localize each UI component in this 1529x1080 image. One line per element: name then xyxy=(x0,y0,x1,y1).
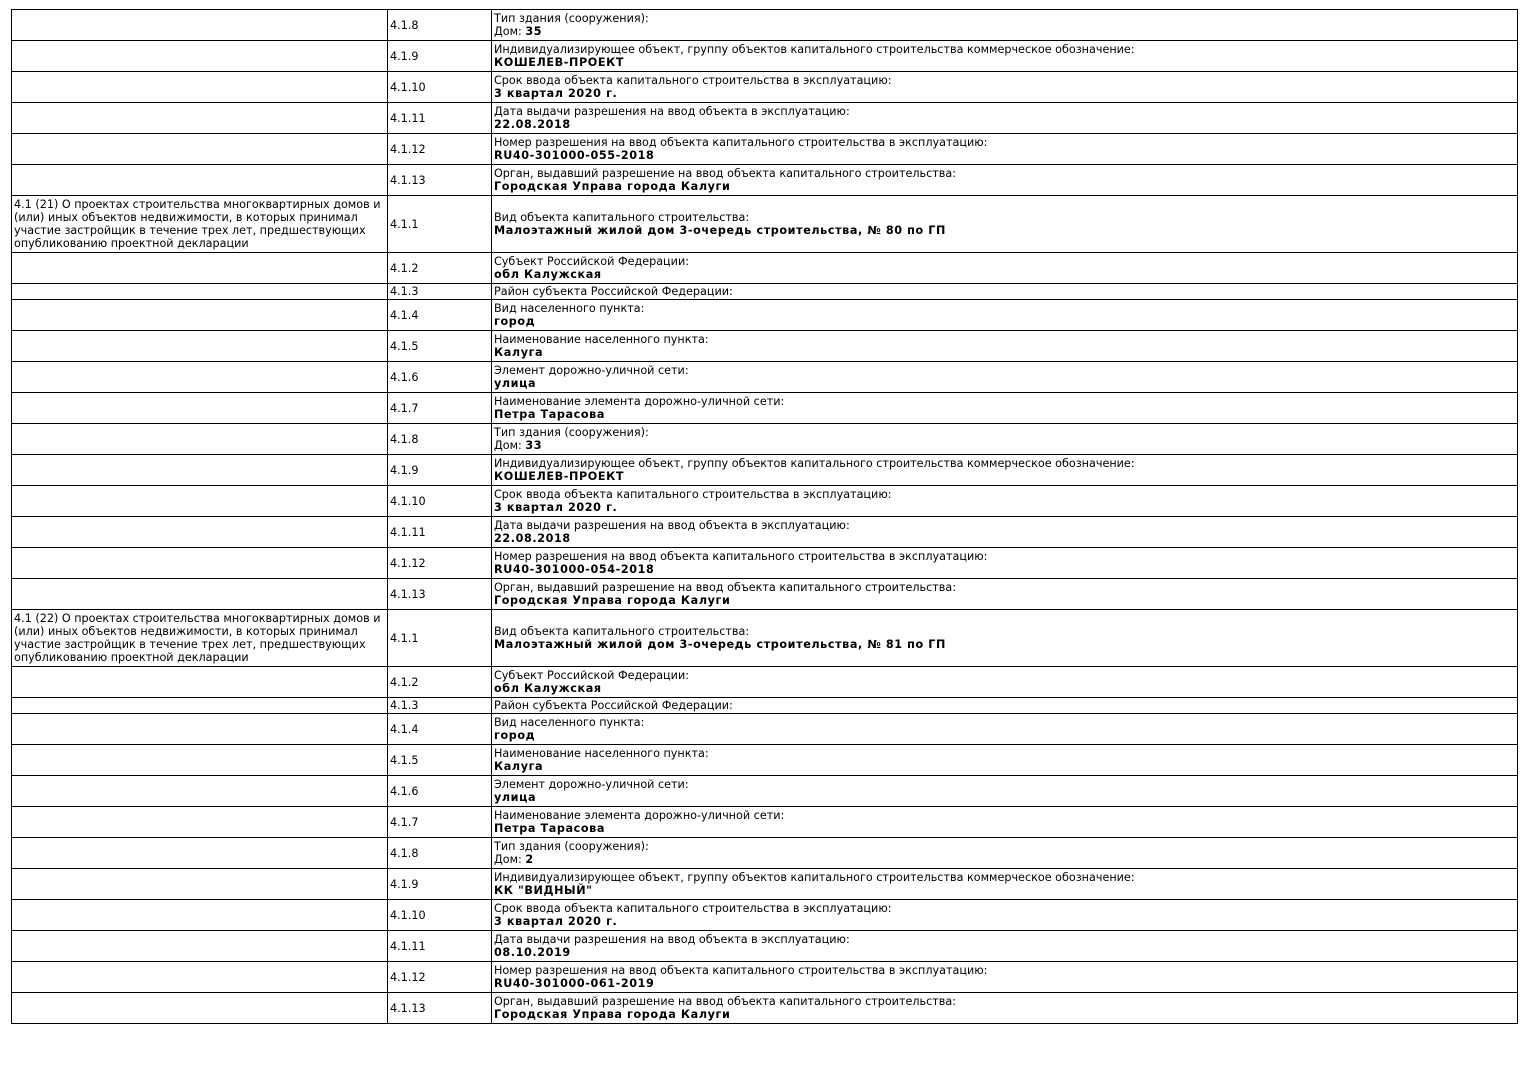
item-label: Номер разрешения на ввод объекта капитального строительства в эксплуатацию: xyxy=(494,964,988,977)
item-label: Наименование элемента дорожно-уличной сети: xyxy=(494,395,785,408)
table-row xyxy=(12,579,1518,610)
item-value: RU40-301000-055-2018 xyxy=(494,149,655,162)
item-content xyxy=(492,72,1518,103)
section-cell xyxy=(12,455,388,486)
item-value: Малоэтажный жилой дом 3-очередь строительства, № 81 по ГП xyxy=(494,638,946,651)
item-content xyxy=(492,838,1518,869)
item-number: 4.1.6 xyxy=(388,776,492,807)
item-label: Район субъекта Российской Федерации: xyxy=(494,699,733,712)
item-label: Орган, выдавший разрешение на ввод объекта капитального строительства: xyxy=(494,995,956,1008)
item-label: Вид объекта капитального строительства: xyxy=(494,211,750,224)
section-cell xyxy=(12,807,388,838)
item-label: Индивидуализирующее объект, группу объектов капитального строительства коммерческое обозначение: xyxy=(494,43,1135,56)
item-value: 22.08.2018 xyxy=(494,532,571,545)
item-value-line xyxy=(494,56,1515,69)
item-value: город xyxy=(494,729,536,742)
item-value: КОШЕЛЕВ-ПРОЕКТ xyxy=(494,56,625,69)
section-cell xyxy=(12,776,388,807)
section-cell xyxy=(12,579,388,610)
item-content xyxy=(492,134,1518,165)
item-content xyxy=(492,10,1518,41)
section-cell xyxy=(12,962,388,993)
item-content xyxy=(492,869,1518,900)
section-cell xyxy=(12,486,388,517)
table-row xyxy=(12,931,1518,962)
table-row xyxy=(12,393,1518,424)
item-value: RU40-301000-054-2018 xyxy=(494,563,655,576)
table-row xyxy=(12,698,1518,714)
item-label: Дата выдачи разрешения на ввод объекта в эксплуатацию: xyxy=(494,933,850,946)
section-cell xyxy=(12,714,388,745)
item-value-line xyxy=(494,729,1515,742)
item-value: КК "ВИДНЫЙ" xyxy=(494,884,593,897)
item-label: Вид населенного пункта: xyxy=(494,302,645,315)
table-row xyxy=(12,103,1518,134)
item-value-line xyxy=(494,439,1515,452)
item-number: 4.1.8 xyxy=(388,838,492,869)
table-row xyxy=(12,900,1518,931)
table-row xyxy=(12,667,1518,698)
section-cell xyxy=(12,548,388,579)
item-content xyxy=(492,165,1518,196)
item-label: Дата выдачи разрешения на ввод объекта в эксплуатацию: xyxy=(494,105,850,118)
item-label: Орган, выдавший разрешение на ввод объекта капитального строительства: xyxy=(494,581,956,594)
item-content xyxy=(492,993,1518,1024)
item-value-line xyxy=(494,853,1515,866)
declaration-table-body xyxy=(12,10,1518,1024)
table-row xyxy=(12,424,1518,455)
item-content xyxy=(492,579,1518,610)
table-row xyxy=(12,362,1518,393)
table-row xyxy=(12,962,1518,993)
item-value-line xyxy=(494,470,1515,483)
item-label: Вид объекта капитального строительства: xyxy=(494,625,750,638)
item-value-line xyxy=(494,594,1515,607)
section-title: 4.1 (21) О проектах строительства многоквартирных домов и (или) иных объектов недвижимости, в которых принимал участие застройщик в течение трех лет, предшествующих опубликованию проектной декларации xyxy=(14,198,381,250)
item-label: Субъект Российской Федерации: xyxy=(494,255,689,268)
item-content xyxy=(492,931,1518,962)
item-label: Наименование населенного пункта: xyxy=(494,747,709,760)
table-row xyxy=(12,253,1518,284)
item-content xyxy=(492,424,1518,455)
item-value: 3 квартал 2020 г. xyxy=(494,501,618,514)
item-label: Номер разрешения на ввод объекта капитального строительства в эксплуатацию: xyxy=(494,136,988,149)
item-label: Орган, выдавший разрешение на ввод объекта капитального строительства: xyxy=(494,167,956,180)
section-cell xyxy=(12,745,388,776)
section-cell xyxy=(12,667,388,698)
table-row xyxy=(12,993,1518,1024)
item-number: 4.1.7 xyxy=(388,807,492,838)
table-row xyxy=(12,745,1518,776)
item-value: Калуга xyxy=(494,760,544,773)
item-label: Вид населенного пункта: xyxy=(494,716,645,729)
item-content xyxy=(492,517,1518,548)
item-value: 2 xyxy=(525,853,534,866)
section-cell xyxy=(12,838,388,869)
item-value-line xyxy=(494,915,1515,928)
item-value: Городская Управа города Калуги xyxy=(494,1008,731,1021)
item-content xyxy=(492,900,1518,931)
item-value: RU40-301000-061-2019 xyxy=(494,977,655,990)
item-value: 3 квартал 2020 г. xyxy=(494,87,618,100)
item-label: Наименование элемента дорожно-уличной сети: xyxy=(494,809,785,822)
item-value-line xyxy=(494,346,1515,359)
table-row xyxy=(12,300,1518,331)
item-value: Городская Управа города Калуги xyxy=(494,180,731,193)
item-number: 4.1.9 xyxy=(388,41,492,72)
item-content xyxy=(492,667,1518,698)
table-row xyxy=(12,776,1518,807)
item-value-prefix: Дом: xyxy=(494,853,526,866)
item-number: 4.1.10 xyxy=(388,72,492,103)
table-row xyxy=(12,165,1518,196)
item-value: Городская Управа города Калуги xyxy=(494,594,731,607)
table-row xyxy=(12,869,1518,900)
item-number: 4.1.12 xyxy=(388,962,492,993)
item-content xyxy=(492,331,1518,362)
item-content xyxy=(492,41,1518,72)
item-value-line xyxy=(494,180,1515,193)
item-number: 4.1.6 xyxy=(388,362,492,393)
item-number: 4.1.13 xyxy=(388,993,492,1024)
item-number: 4.1.5 xyxy=(388,745,492,776)
section-cell xyxy=(12,134,388,165)
item-label: Наименование населенного пункта: xyxy=(494,333,709,346)
item-content xyxy=(492,393,1518,424)
item-number: 4.1.9 xyxy=(388,869,492,900)
section-cell xyxy=(12,284,388,300)
table-row xyxy=(12,455,1518,486)
item-number: 4.1.8 xyxy=(388,424,492,455)
item-label: Район субъекта Российской Федерации: xyxy=(494,285,733,298)
item-value: 22.08.2018 xyxy=(494,118,571,131)
item-value: 3 квартал 2020 г. xyxy=(494,915,618,928)
table-row xyxy=(12,610,1518,667)
table-row xyxy=(12,41,1518,72)
item-number: 4.1.13 xyxy=(388,579,492,610)
section-cell xyxy=(12,10,388,41)
item-value: улица xyxy=(494,791,537,804)
item-value: обл Калужская xyxy=(494,268,602,281)
item-number: 4.1.12 xyxy=(388,134,492,165)
section-cell xyxy=(12,362,388,393)
section-cell xyxy=(12,72,388,103)
item-value: 08.10.2019 xyxy=(494,946,571,959)
table-row xyxy=(12,548,1518,579)
section-cell xyxy=(12,698,388,714)
item-content xyxy=(492,103,1518,134)
item-value: Петра Тарасова xyxy=(494,822,605,835)
item-label: Индивидуализирующее объект, группу объектов капитального строительства коммерческое обозначение: xyxy=(494,457,1135,470)
item-number: 4.1.11 xyxy=(388,103,492,134)
item-value: улица xyxy=(494,377,537,390)
item-content xyxy=(492,610,1518,667)
item-number: 4.1.5 xyxy=(388,331,492,362)
section-cell xyxy=(12,300,388,331)
table-row xyxy=(12,196,1518,253)
section-cell xyxy=(12,331,388,362)
table-row xyxy=(12,284,1518,300)
item-value-line xyxy=(494,501,1515,514)
item-value-line xyxy=(494,25,1515,38)
section-cell xyxy=(12,610,388,667)
item-value: Калуга xyxy=(494,346,544,359)
item-label: Элемент дорожно-уличной сети: xyxy=(494,778,689,791)
item-number: 4.1.3 xyxy=(388,698,492,714)
item-value: КОШЕЛЕВ-ПРОЕКТ xyxy=(494,470,625,483)
item-content xyxy=(492,284,1518,300)
item-value-line xyxy=(494,1008,1515,1021)
item-label: Срок ввода объекта капитального строительства в эксплуатацию: xyxy=(494,488,892,501)
section-cell xyxy=(12,517,388,548)
declaration-table xyxy=(11,9,1518,1024)
item-value-prefix: Дом: xyxy=(494,439,526,452)
item-number: 4.1.13 xyxy=(388,165,492,196)
section-cell xyxy=(12,393,388,424)
item-content xyxy=(492,698,1518,714)
table-row xyxy=(12,838,1518,869)
item-value-line xyxy=(494,791,1515,804)
item-value-line xyxy=(494,224,1515,237)
section-cell xyxy=(12,931,388,962)
item-label: Срок ввода объекта капитального строительства в эксплуатацию: xyxy=(494,74,892,87)
item-label: Субъект Российской Федерации: xyxy=(494,669,689,682)
item-number: 4.1.11 xyxy=(388,517,492,548)
item-number: 4.1.1 xyxy=(388,610,492,667)
item-label: Тип здания (сооружения): xyxy=(494,12,649,25)
item-number: 4.1.4 xyxy=(388,300,492,331)
item-content xyxy=(492,548,1518,579)
item-number: 4.1.9 xyxy=(388,455,492,486)
item-content xyxy=(492,196,1518,253)
table-row xyxy=(12,134,1518,165)
item-value-line xyxy=(494,149,1515,162)
section-cell xyxy=(12,900,388,931)
item-value-line xyxy=(494,977,1515,990)
item-number: 4.1.8 xyxy=(388,10,492,41)
section-cell xyxy=(12,165,388,196)
section-cell xyxy=(12,869,388,900)
item-number: 4.1.7 xyxy=(388,393,492,424)
item-number: 4.1.2 xyxy=(388,253,492,284)
section-cell xyxy=(12,196,388,253)
item-value: Малоэтажный жилой дом 3-очередь строительства, № 80 по ГП xyxy=(494,224,946,237)
item-number: 4.1.4 xyxy=(388,714,492,745)
item-label: Срок ввода объекта капитального строительства в эксплуатацию: xyxy=(494,902,892,915)
item-value-line xyxy=(494,268,1515,281)
table-row xyxy=(12,72,1518,103)
item-content xyxy=(492,253,1518,284)
item-value-line xyxy=(494,563,1515,576)
item-label: Дата выдачи разрешения на ввод объекта в эксплуатацию: xyxy=(494,519,850,532)
section-cell xyxy=(12,103,388,134)
item-content xyxy=(492,362,1518,393)
item-value-line xyxy=(494,638,1515,651)
item-value: 35 xyxy=(525,25,543,38)
item-value-prefix: Дом: xyxy=(494,25,526,38)
item-value: Петра Тарасова xyxy=(494,408,605,421)
item-value-line xyxy=(494,118,1515,131)
item-value-line xyxy=(494,532,1515,545)
item-number: 4.1.10 xyxy=(388,486,492,517)
section-cell xyxy=(12,424,388,455)
item-content xyxy=(492,962,1518,993)
table-row xyxy=(12,714,1518,745)
item-value-line xyxy=(494,946,1515,959)
item-content xyxy=(492,745,1518,776)
item-value-line xyxy=(494,682,1515,695)
section-title: 4.1 (22) О проектах строительства многоквартирных домов и (или) иных объектов недвижимости, в которых принимал участие застройщик в течение трех лет, предшествующих опубликованию проектной декларации xyxy=(14,612,381,664)
item-content xyxy=(492,807,1518,838)
item-content xyxy=(492,776,1518,807)
table-row xyxy=(12,486,1518,517)
item-value-line xyxy=(494,315,1515,328)
item-number: 4.1.10 xyxy=(388,900,492,931)
item-label: Индивидуализирующее объект, группу объектов капитального строительства коммерческое обозначение: xyxy=(494,871,1135,884)
item-value-line xyxy=(494,760,1515,773)
item-label: Тип здания (сооружения): xyxy=(494,840,649,853)
item-value: 33 xyxy=(525,439,543,452)
item-value-line xyxy=(494,408,1515,421)
item-label: Элемент дорожно-уличной сети: xyxy=(494,364,689,377)
item-number: 4.1.11 xyxy=(388,931,492,962)
item-value: обл Калужская xyxy=(494,682,602,695)
item-label: Номер разрешения на ввод объекта капитального строительства в эксплуатацию: xyxy=(494,550,988,563)
item-number: 4.1.3 xyxy=(388,284,492,300)
item-content xyxy=(492,714,1518,745)
item-number: 4.1.1 xyxy=(388,196,492,253)
item-value-line xyxy=(494,87,1515,100)
section-cell xyxy=(12,41,388,72)
table-row xyxy=(12,10,1518,41)
table-row xyxy=(12,331,1518,362)
item-value-line xyxy=(494,377,1515,390)
table-row xyxy=(12,807,1518,838)
item-content xyxy=(492,486,1518,517)
item-number: 4.1.2 xyxy=(388,667,492,698)
item-content xyxy=(492,455,1518,486)
item-number: 4.1.12 xyxy=(388,548,492,579)
section-cell xyxy=(12,253,388,284)
item-value-line xyxy=(494,822,1515,835)
item-label: Тип здания (сооружения): xyxy=(494,426,649,439)
table-row xyxy=(12,517,1518,548)
item-content xyxy=(492,300,1518,331)
section-cell xyxy=(12,993,388,1024)
item-value: город xyxy=(494,315,536,328)
item-value-line xyxy=(494,884,1515,897)
